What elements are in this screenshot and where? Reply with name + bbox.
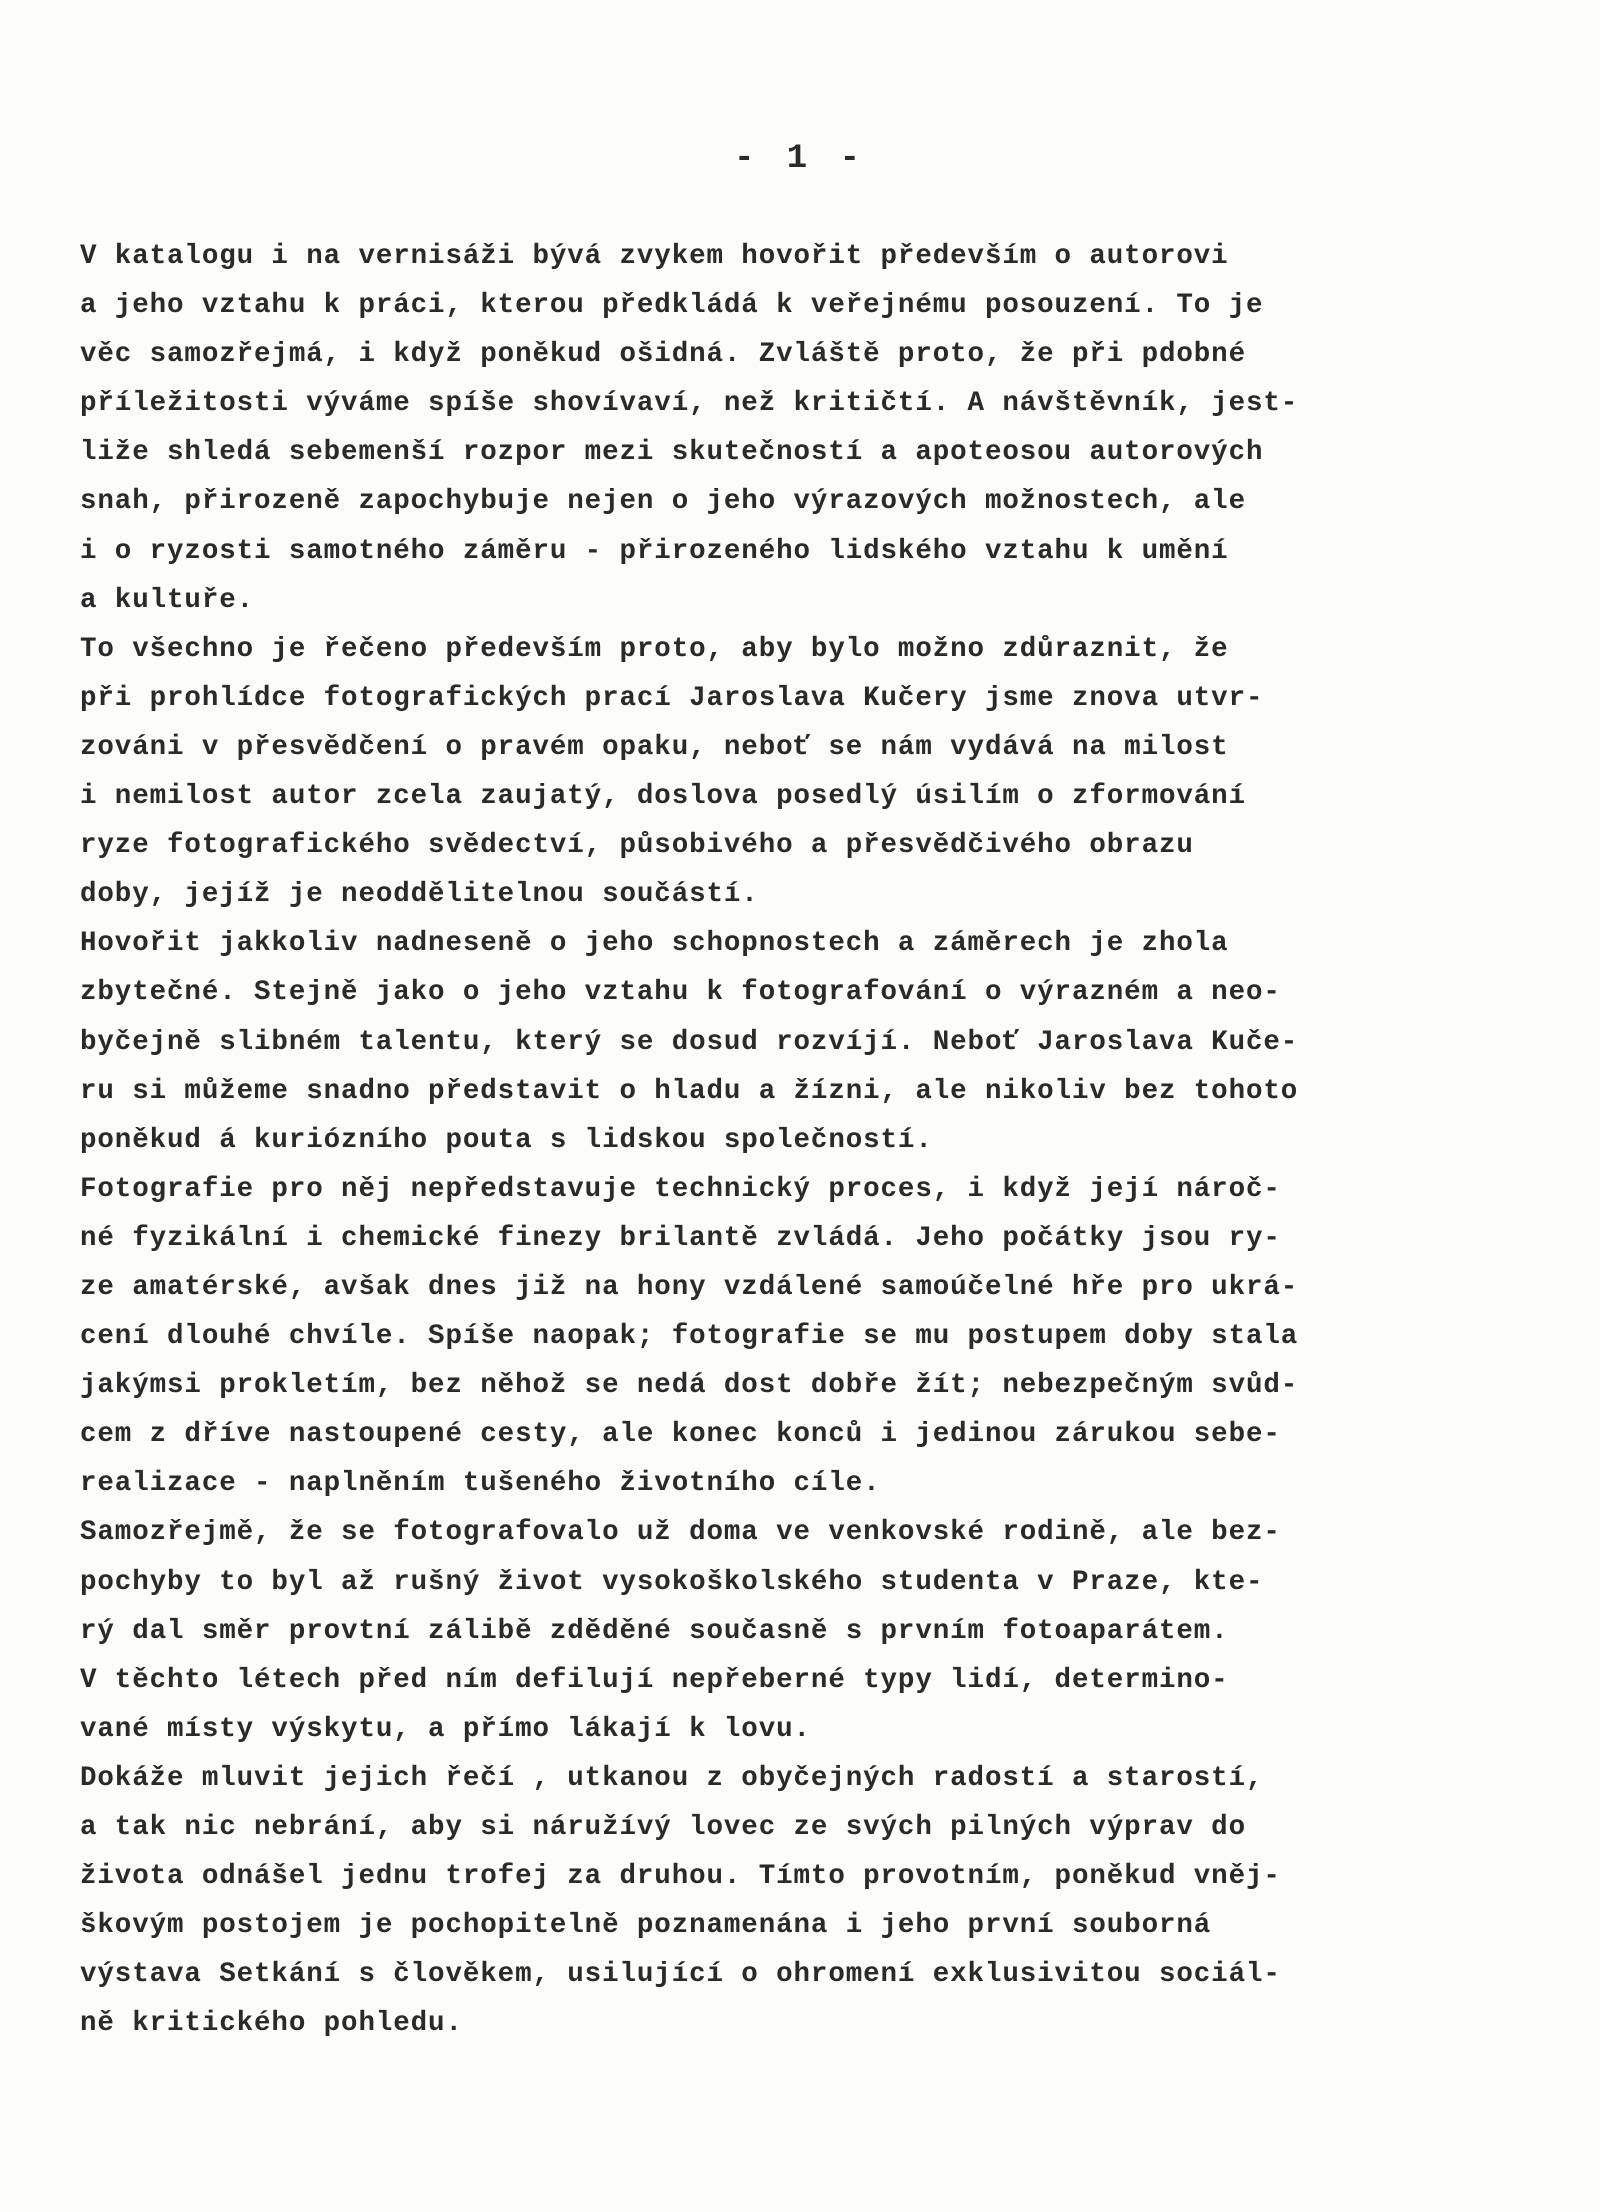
text-line: Dokáže mluvit jejich řečí , utkanou z obyčejných radostí a starostí,: [80, 1762, 1264, 1794]
text-line: života odnášel jednu trofej za druhou. Tímto provotním, poněkud vněj-: [80, 1861, 1281, 1893]
page-number: - 1 -: [733, 140, 867, 178]
text-line: ze amatérské, avšak dnes již na hony vzdálené samoúčelné hře pro ukrá-: [80, 1271, 1299, 1303]
text-line: liže shledá sebemenší rozpor mezi skutečností a apoteosou autorových: [80, 437, 1264, 469]
text-line: a jeho vztahu k práci, kterou předkládá k veřejnému posouzení. To je: [80, 290, 1264, 322]
text-line: a kultuře.: [80, 584, 255, 616]
text-line: ně kritického pohledu.: [80, 2008, 463, 2040]
text-line: poněkud á kuriózního pouta s lidskou společností.: [80, 1124, 933, 1156]
text-line: výstava Setkání s člověkem, usilující o ohromení exklusivitou sociál-: [80, 1959, 1281, 1991]
text-line: snah, přirozeně zapochybuje nejen o jeho výrazových možnostech, ale: [80, 486, 1246, 518]
text-line: Hovořit jakkoliv nadneseně o jeho schopnostech a záměrech je zhola: [80, 928, 1229, 960]
text-line: věc samozřejmá, i když poněkud ošidná. Zvláště proto, že při pdobné: [80, 339, 1246, 371]
text-line: rý dal směr provtní zálibě zděděné současně s prvním fotoaparátem.: [80, 1615, 1229, 1647]
body-text: [80, 232, 1500, 2048]
text-line: příležitosti vývámе spíše shovívaví, než kritičtí. A návštěvník, jest-: [80, 388, 1299, 420]
text-line: V těchto létech před ním defilují nepřeberné typy lidí, determino-: [80, 1664, 1229, 1696]
text-line: vané místy výskytu, a přímo lákají k lovu.: [80, 1713, 811, 1745]
text-line: V katalogu i na vernisáži bývá zvykem hovořit především o autorovi: [80, 241, 1229, 272]
text-line: doby, jejíž je neoddělitelnou součástí.: [80, 879, 759, 911]
text-line: Samozřejmě, že se fotografovalo už doma ve venkovské rodině, ale bez-: [80, 1517, 1281, 1549]
text-line: i nemilost autor zcela zaujatý, doslova posedlý úsilím o zformování: [80, 781, 1246, 813]
text-line: jakýmsi prokletím, bez něhož se nedá dost dobře žít; nebezpečným svůd-: [80, 1370, 1299, 1402]
text-line: realizace - naplněním tušeného životního cíle.: [80, 1468, 881, 1500]
text-line: i o ryzosti samotného záměru - přirozeného lidského vztahu k umění: [80, 535, 1229, 567]
text-line: cem z dříve nastoupené cesty, ale konec konců i jedinou zárukou sebe-: [80, 1419, 1281, 1451]
text-line: To všechno je řečeno především proto, aby bylo možno zdůraznit, že: [80, 633, 1229, 665]
text-line: zováni v přesvědčení o pravém opaku, neboť se nám vydává na milost: [80, 731, 1229, 763]
text-line: byčejně slibném talentu, který se dosud rozvíjí. Neboť Jaroslava Kuče-: [80, 1026, 1299, 1058]
text-line: né fyzikální i chemické finezy brilantě zvládá. Jeho počátky jsou ry-: [80, 1222, 1281, 1254]
text-line: při prohlídce fotografických prací Jaroslava Kučery jsme znova utvr-: [80, 682, 1264, 714]
text-line: ryze fotografického svědectví, působivého a přesvědčivého obrazu: [80, 830, 1194, 862]
text-line: cení dlouhé chvíle. Spíše naopak; fotografie se mu postupem doby stala: [80, 1321, 1299, 1353]
text-line: pochyby to byl až rušný život vysokoškolského studenta v Praze, kte-: [80, 1566, 1264, 1598]
text-line: ru si můžeme snadno představit o hladu a žízni, ale nikoliv bez tohoto: [80, 1075, 1299, 1107]
text-line: škovým postojem je pochopitelně poznamenána i jeho první souborná: [80, 1910, 1212, 1942]
text-line: a tak nic nebrání, aby si náružívý lovec ze svých pilných výprav do: [80, 1812, 1246, 1843]
text-line: zbytečné. Stejně jako o jeho vztahu k fotografování o výrazném a neo-: [80, 977, 1281, 1009]
text-line: Fotografie pro něj nepředstavuje technický proces, i když její nároč-: [80, 1173, 1281, 1205]
